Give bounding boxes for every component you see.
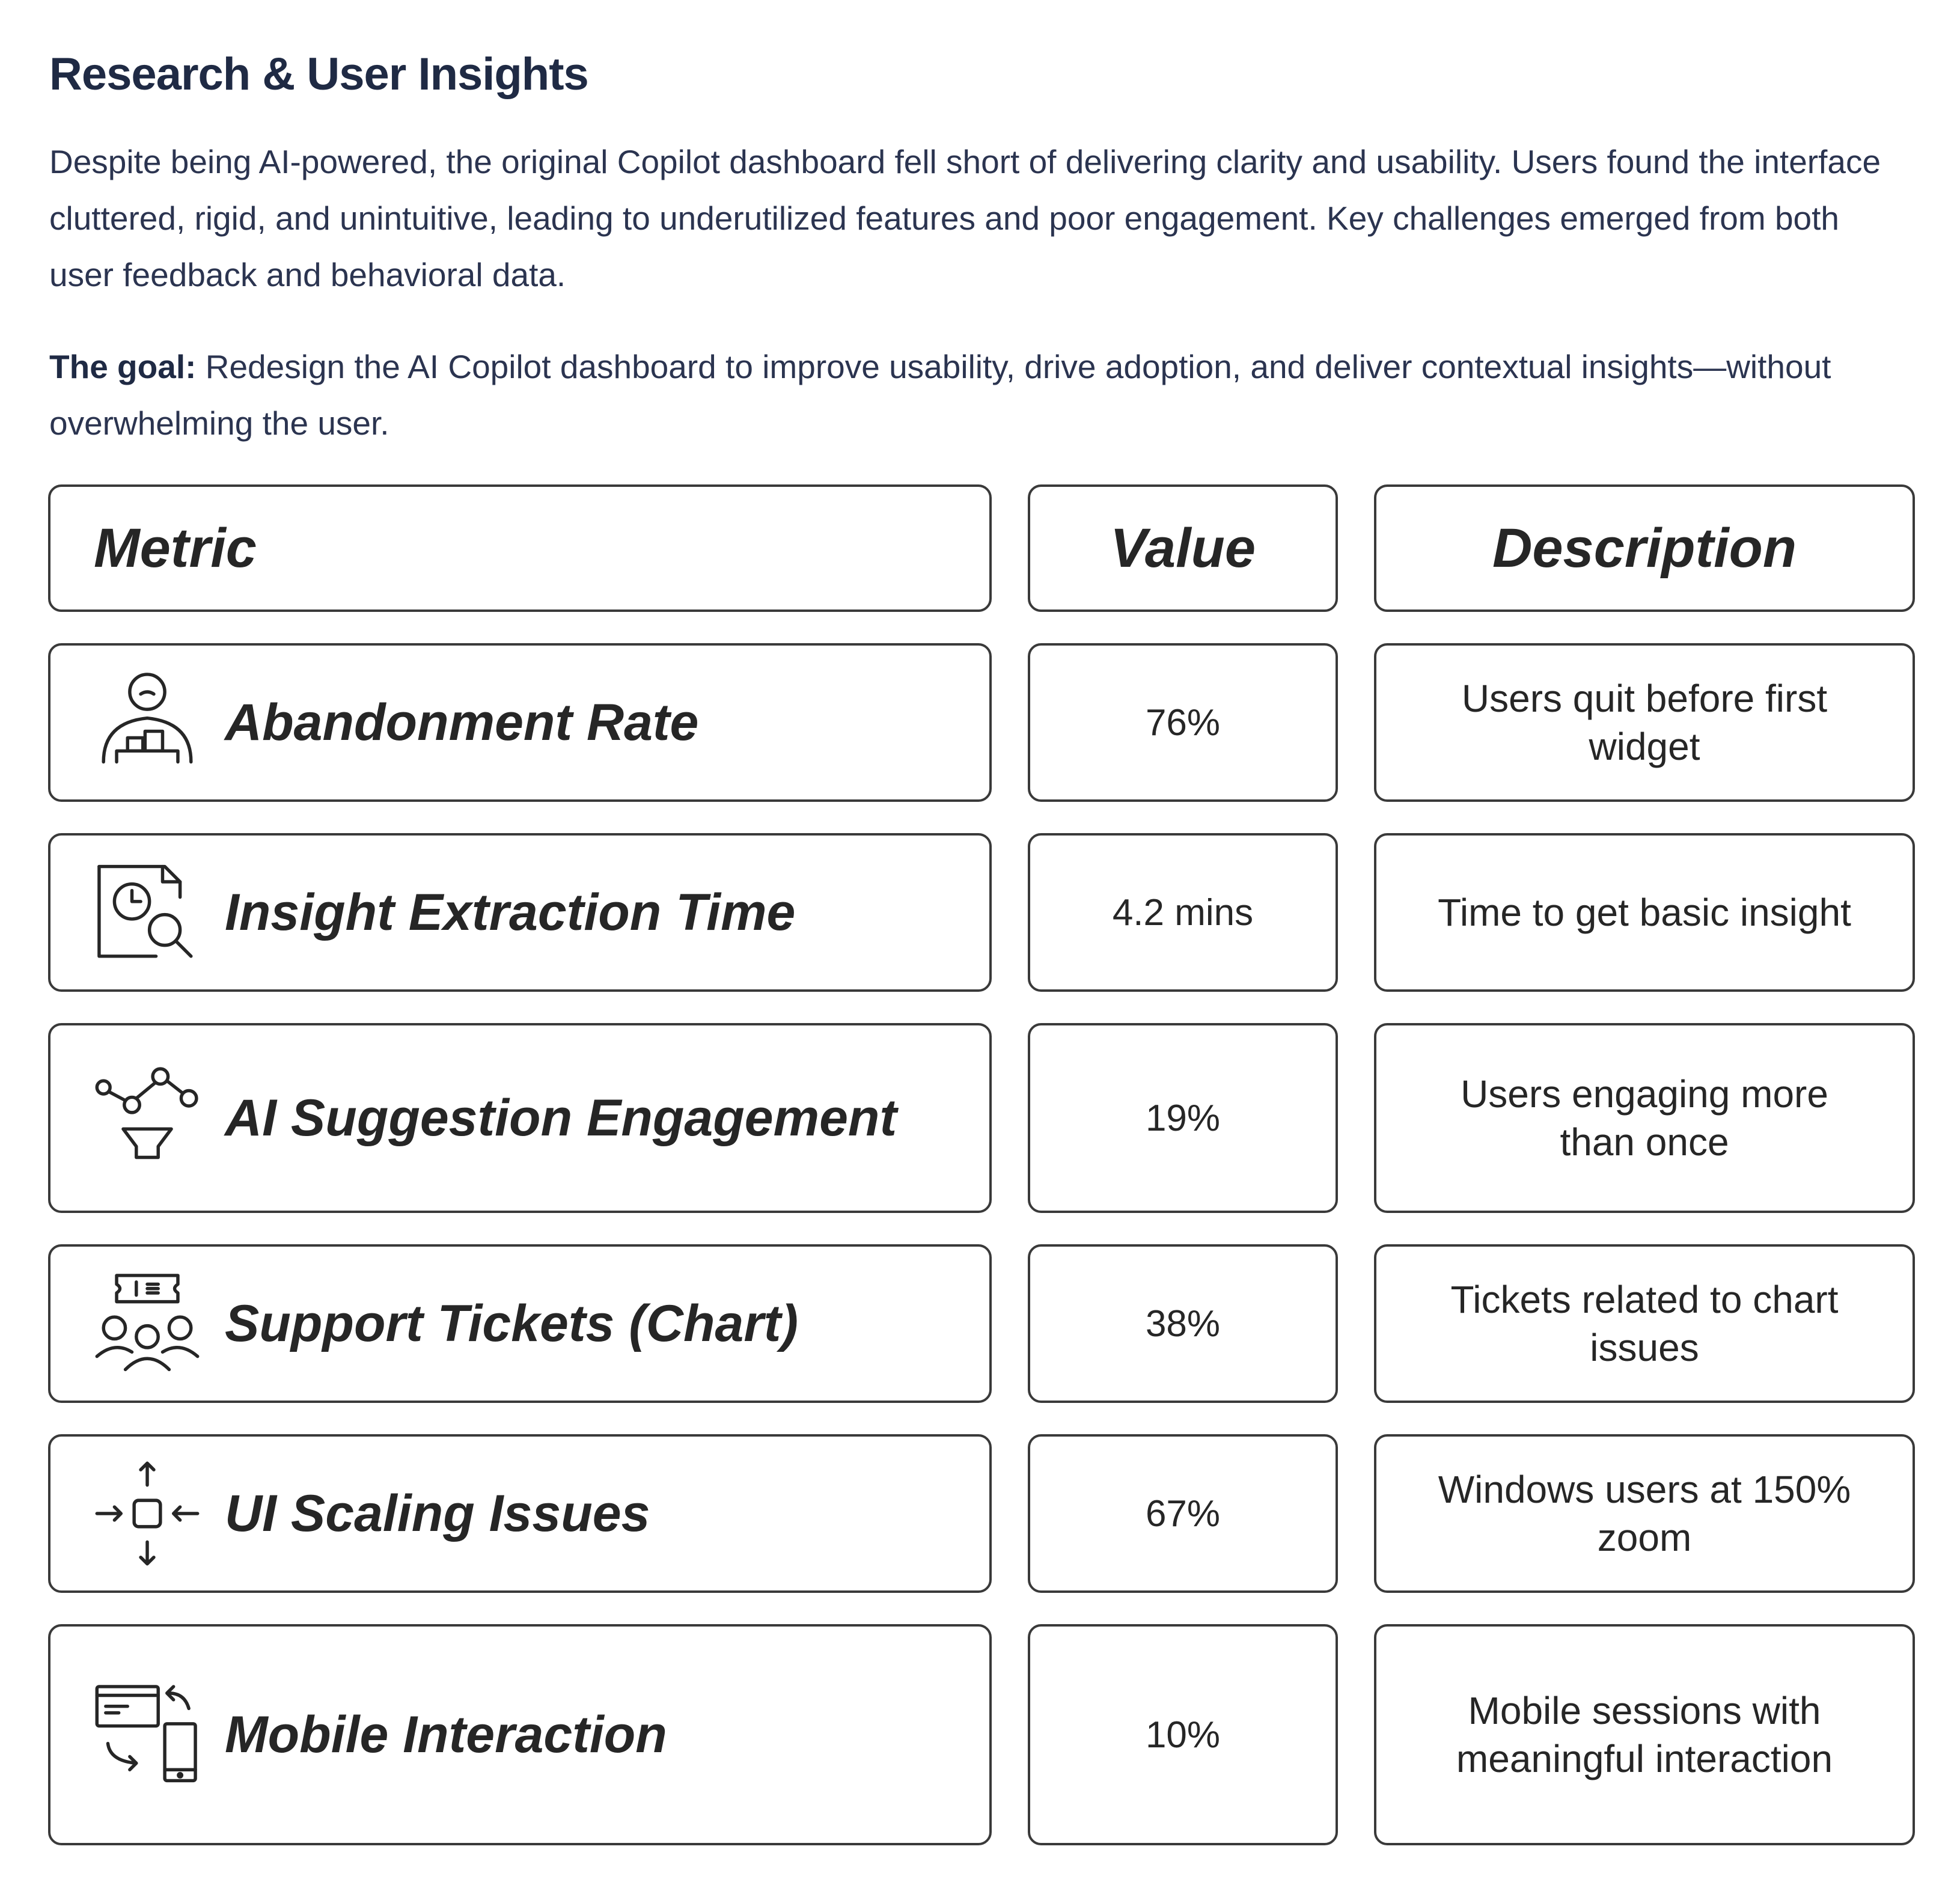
header-description-cell	[1374, 484, 1915, 612]
metric-description: Users quit before first widget	[1461, 677, 1828, 768]
metric-value: 67%	[1145, 1492, 1221, 1535]
ticket-users-icon	[93, 1269, 202, 1378]
table-row-metric	[48, 643, 992, 802]
metric-label: Mobile Interaction	[225, 1706, 667, 1764]
table-row-metric	[48, 1244, 992, 1403]
metric-description: Mobile sessions with meaningful interaction	[1456, 1689, 1833, 1780]
goal-text: Redesign the AI Copilot dashboard to improve usability, drive adoption, and deliver contextual insights—without overwhelming the user.	[49, 348, 1831, 442]
table-row-description-cell	[1374, 1244, 1915, 1403]
header-metric-cell	[48, 484, 992, 612]
table-row-value-cell	[1028, 1244, 1338, 1403]
table-row-metric	[48, 833, 992, 992]
table-row-metric	[48, 1434, 992, 1593]
metric-description: Tickets related to chart issues	[1450, 1278, 1839, 1369]
table-row-description-cell	[1374, 833, 1915, 992]
metric-label: Support Tickets (Chart)	[225, 1295, 799, 1352]
metric-label: AI Suggestion Engagement	[225, 1089, 897, 1147]
table-row-description-cell	[1374, 1434, 1915, 1593]
goal-paragraph	[49, 338, 1888, 451]
table-row-value-cell	[1028, 833, 1338, 992]
user-at-desk-icon	[93, 668, 202, 777]
desktop-mobile-sync-icon	[93, 1680, 202, 1789]
metric-value: 4.2 mins	[1112, 891, 1254, 933]
table-row-description-cell	[1374, 1023, 1915, 1213]
metric-value: 38%	[1145, 1303, 1221, 1345]
table-row-value-cell	[1028, 1434, 1338, 1593]
header-metric: Metric	[94, 517, 257, 579]
metric-description: Windows users at 150% zoom	[1438, 1468, 1851, 1559]
header-value: Value	[1110, 517, 1256, 579]
scale-arrows-icon	[93, 1459, 202, 1568]
metric-value: 10%	[1145, 1714, 1221, 1756]
metric-description: Time to get basic insight	[1438, 891, 1851, 934]
metric-value: 76%	[1145, 701, 1221, 744]
table-row-value-cell	[1028, 1624, 1338, 1845]
header-description: Description	[1492, 517, 1797, 579]
section-title: Research & User Insights	[49, 49, 588, 100]
metric-description: Users engaging more than once	[1461, 1072, 1828, 1164]
clock-magnifier-icon	[93, 858, 202, 967]
table-row-value-cell	[1028, 643, 1338, 802]
metric-label: Abandonment Rate	[225, 694, 699, 751]
metric-label: UI Scaling Issues	[225, 1485, 650, 1542]
table-row-metric	[48, 1023, 992, 1213]
metric-value: 19%	[1145, 1097, 1221, 1139]
table-row-description-cell	[1374, 643, 1915, 802]
intro-paragraph: Despite being AI-powered, the original Copilot dashboard fell short of delivering clarity and usability. Users found the interface cluttered, rigid, and unintuitive, leading to underutilized features and poor engagement. Key challenges emerged from both user feedback and behavioral data.	[49, 143, 1881, 293]
table-row-description-cell	[1374, 1624, 1915, 1845]
metric-label: Insight Extraction Time	[225, 884, 796, 941]
network-funnel-icon	[93, 1063, 202, 1173]
table-row-value-cell	[1028, 1023, 1338, 1213]
goal-label: The goal:	[49, 348, 197, 385]
table-row-metric	[48, 1624, 992, 1845]
header-value-cell	[1028, 484, 1338, 612]
